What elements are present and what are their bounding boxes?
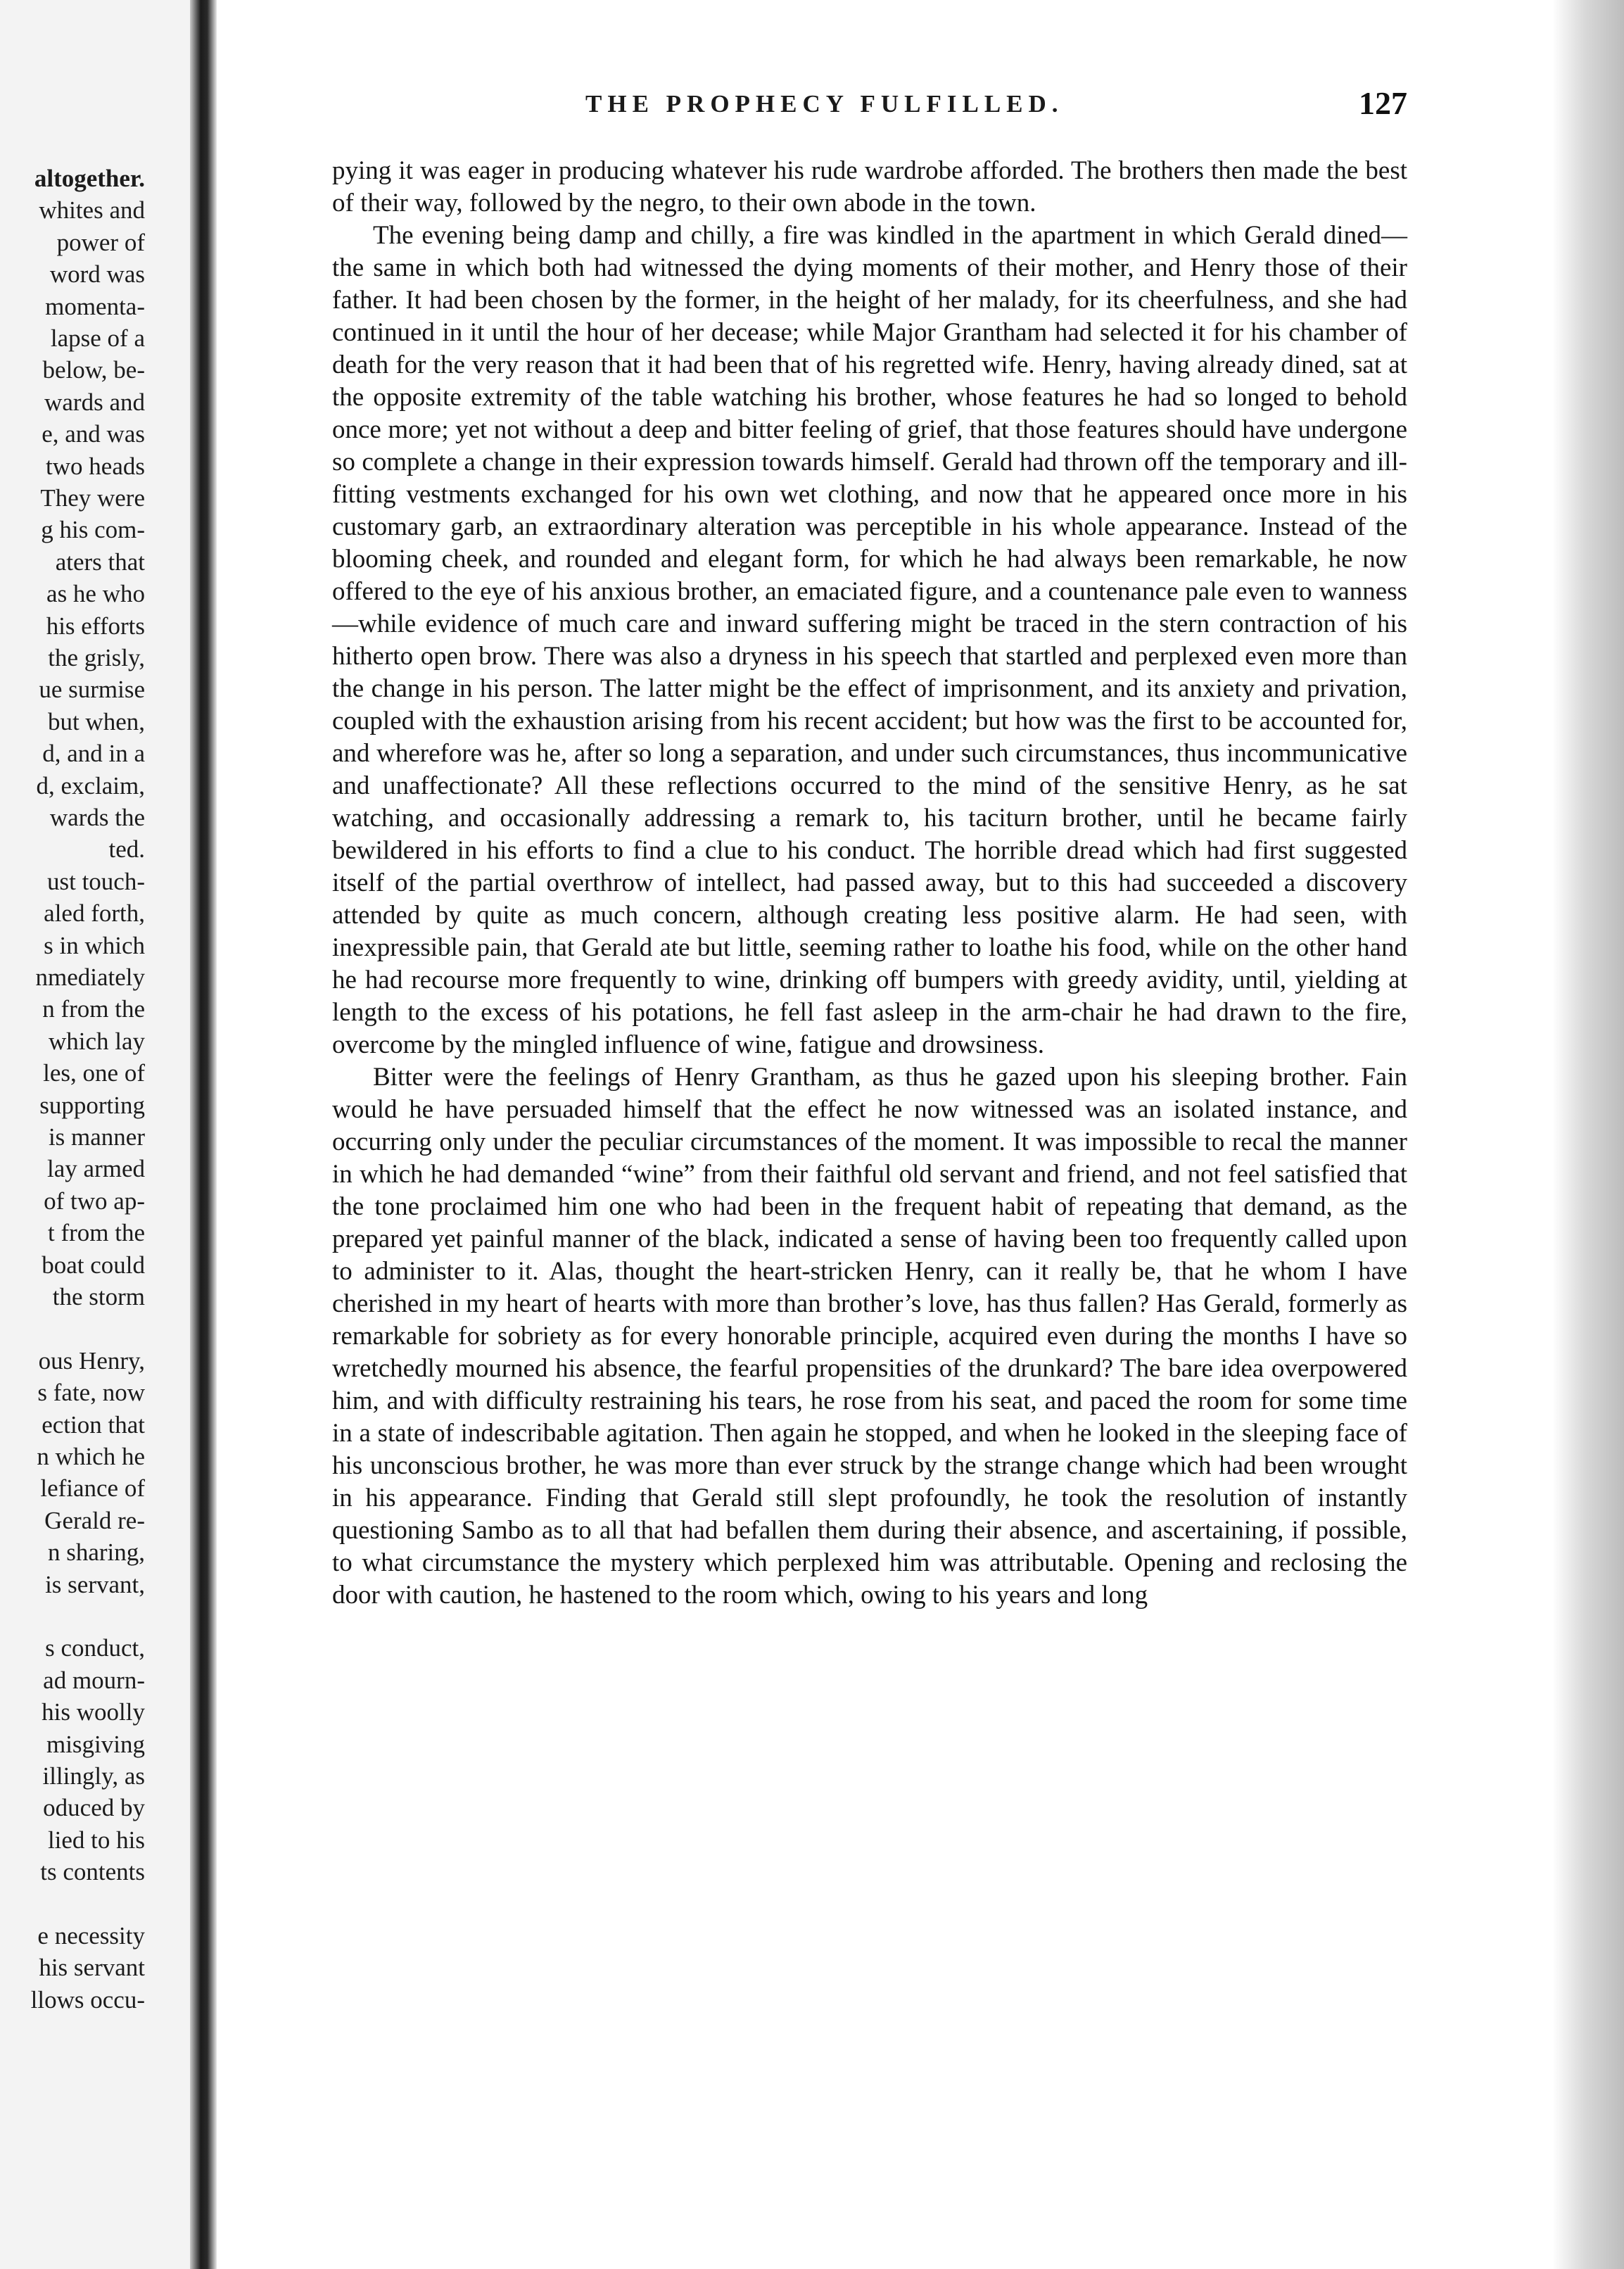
left-page-line: lied to his bbox=[47, 1826, 145, 1854]
left-page-line: altogether. bbox=[34, 165, 145, 192]
left-page-line: of two ap- bbox=[44, 1187, 145, 1215]
left-page-line: ust touch- bbox=[46, 867, 145, 895]
left-page-line: ts contents bbox=[40, 1858, 145, 1886]
left-page-line: s fate, now bbox=[37, 1379, 145, 1407]
left-page-line: whites and bbox=[39, 196, 145, 225]
left-page-line: lapse of a bbox=[50, 324, 145, 352]
left-page-line: d, and in a bbox=[42, 740, 145, 768]
left-page-line: aled forth, bbox=[44, 899, 145, 928]
left-page-line: below, be- bbox=[42, 356, 145, 384]
left-page-line: momenta- bbox=[45, 292, 145, 320]
left-page-line: illingly, as bbox=[42, 1762, 145, 1790]
left-page-line: oduced by bbox=[43, 1794, 145, 1822]
left-page-line: llows occu- bbox=[30, 1985, 145, 2014]
left-page-line: n sharing, bbox=[47, 1538, 145, 1567]
left-page-line: ad mourn- bbox=[43, 1666, 145, 1694]
left-page-line: aters that bbox=[55, 548, 145, 576]
left-page-line: but when, bbox=[47, 707, 145, 735]
left-page-line: which lay bbox=[48, 1027, 145, 1055]
left-page-line: the grisly, bbox=[48, 644, 145, 671]
page-header bbox=[220, 84, 1407, 127]
left-page-line: e necessity bbox=[37, 1922, 145, 1949]
body-text bbox=[332, 155, 1407, 1612]
left-page-line: n which he bbox=[37, 1443, 145, 1470]
left-page-line: his efforts bbox=[46, 612, 145, 640]
left-page-line: his woolly bbox=[42, 1698, 145, 1726]
page-number: 127 bbox=[1359, 85, 1407, 121]
left-page-line: his servant bbox=[39, 1954, 145, 1982]
left-page-line: t from the bbox=[47, 1219, 145, 1247]
paragraph: The evening being damp and chilly, a fire was kindled in the apartment in which Gerald dined—the same in which both had witnessed the dying moments of their mother, and Henry those of their father. It had been chosen by the former, in the height of her malady, for its cheerfulness, and she had continued in it until the hour of her decease; while Major Grantham had selected it for his chamber of death for the very reason that it had been that of his regretted wife. Henry, having already dined, sat at the opposite extremity of the table watching his brother, whose features he had so longed to behold once more; yet not without a deep and bitter feeling of grief, that those features should have undergone so complete a change in their expression towards himself. Gerald had thrown off the temporary and ill-fitting vestments exchanged for his own wet clothing, and now that he appeared once more in his customary garb, an extraordinary alteration was perceptible in his whole appearance. Instead of the blooming cheek, and rounded and elegant form, for which he had always been remarkable, he now offered to the eye of his anxious brother, an emaciated figure, and a countenance pale even to wanness—while evidence of much care and inward suffering might be traced in the stern contraction of his hitherto open brow. There was also a dryness in his speech that startled and perplexed even more than the change in his person. The latter might be the effect of imprisonment, and its anxiety and privation, coupled with the exhaustion arising from his recent accident; but how was the first to be accounted for, and wherefore was he, after so long a separation, and under such circumstances, thus incommunicative and unaffectionate? All these reflections occurred to the mind of the sensitive Henry, as he sat watching, and occasionally addressing a remark to, his taciturn brother, until he became fairly bewildered in his efforts to find a clue to his conduct. The horrible dread which had first suggested itself of the partial overthrow of intellect, had passed away, but to this had succeeded a discovery attended by quite as much concern, although creating less positive alarm. He had seen, with inexpressible pain, that Gerald ate but little, seeming rather to loathe his food, while on the other hand he had recourse more frequently to wine, drinking off bumpers with greedy avidity, until, yielding at length to the excess of his potations, he fell fast asleep in the arm-chair he had drawn to the fire, overcome by the mingled influence of wine, fatigue and drowsiness. bbox=[332, 221, 1407, 1059]
left-page-line: word was bbox=[49, 260, 145, 289]
running-title: THE PROPHECY FULFILLED. bbox=[585, 90, 1064, 118]
left-page-line: n from the bbox=[42, 995, 145, 1023]
left-page-line: the storm bbox=[52, 1283, 145, 1310]
left-page-line: is manner bbox=[48, 1123, 145, 1151]
left-page-line: lay armed bbox=[47, 1155, 145, 1183]
facing-page-fragment bbox=[0, 0, 190, 2269]
left-page-line: as he who bbox=[46, 580, 145, 608]
left-page-line: They were bbox=[40, 484, 145, 512]
page-edge bbox=[1554, 0, 1624, 2269]
left-page-line: s conduct, bbox=[45, 1634, 145, 1662]
left-page-line: nmediately bbox=[35, 963, 145, 991]
left-page-line: supporting bbox=[39, 1091, 145, 1119]
left-page-line: lefiance of bbox=[40, 1474, 145, 1503]
left-page-line: wards the bbox=[49, 804, 145, 831]
left-page-line: g his com- bbox=[41, 516, 145, 544]
left-page-line: les, one of bbox=[43, 1059, 145, 1087]
left-page-line: Gerald re- bbox=[44, 1506, 145, 1534]
left-page-line: s in which bbox=[44, 931, 145, 959]
left-page-line: wards and bbox=[44, 388, 145, 416]
left-page-line: boat could bbox=[42, 1251, 145, 1279]
left-page-line: two heads bbox=[46, 452, 145, 480]
left-page-line: ection that bbox=[42, 1410, 145, 1439]
left-page-line: is servant, bbox=[45, 1570, 145, 1598]
left-page-line: ous Henry, bbox=[38, 1346, 145, 1374]
paragraph: pying it was eager in producing whatever his rude wardrobe afforded. The brothers then made the best of their way, followed by the negro, to their own abode in the town. bbox=[332, 156, 1407, 217]
left-page-line: misgiving bbox=[46, 1730, 145, 1758]
left-page-line: e, and was bbox=[42, 420, 145, 448]
book-gutter bbox=[190, 0, 217, 2269]
left-page-line: ted. bbox=[108, 835, 145, 864]
paragraph: Bitter were the feelings of Henry Grantham, as thus he gazed upon his sleeping brother. Fain would he have persuaded himself that the effect he now witnessed was an isolated instance, and occurring only under the peculiar circumstances of the moment. It was impossible to recal the manner in which he had demanded “wine” from their faithful old servant and friend, and not feel satisfied that the tone proclaimed him one who had been in the frequent habit of repeating that demand, as the prepared yet painful manner of the black, indicated a sense of having been too frequently called upon to administer to it. Alas, thought the heart-stricken Henry, can it really be, that he whom I have cherished in my heart of hearts with more than brother’s love, has thus fallen? Has Gerald, formerly as remarkable for sobriety as for every honorable principle, acquired even during the months I have so wretchedly mourned his absence, the fearful propensities of the drunkard? The bare idea overpowered him, and with difficulty restraining his tears, he rose from his seat, and paced the room for some time in a state of indescribable agitation. Then again he stopped, and when he looked in the sleeping face of his unconscious brother, he was more than ever struck by the strange change which had been wrought in his appearance. Finding that Gerald still slept profoundly, he took the resolution of instantly questioning Sambo as to all that had befallen them during their absence, and ascertaining, if possible, to what circumstance the mystery which perplexed him was attributable. Opening and reclosing the door with caution, he hastened to the room which, owing to his years and long bbox=[332, 1063, 1407, 1610]
left-page-line: power of bbox=[56, 228, 145, 256]
left-page-line: d, exclaim, bbox=[36, 771, 145, 799]
left-page-line: ue surmise bbox=[39, 676, 145, 704]
